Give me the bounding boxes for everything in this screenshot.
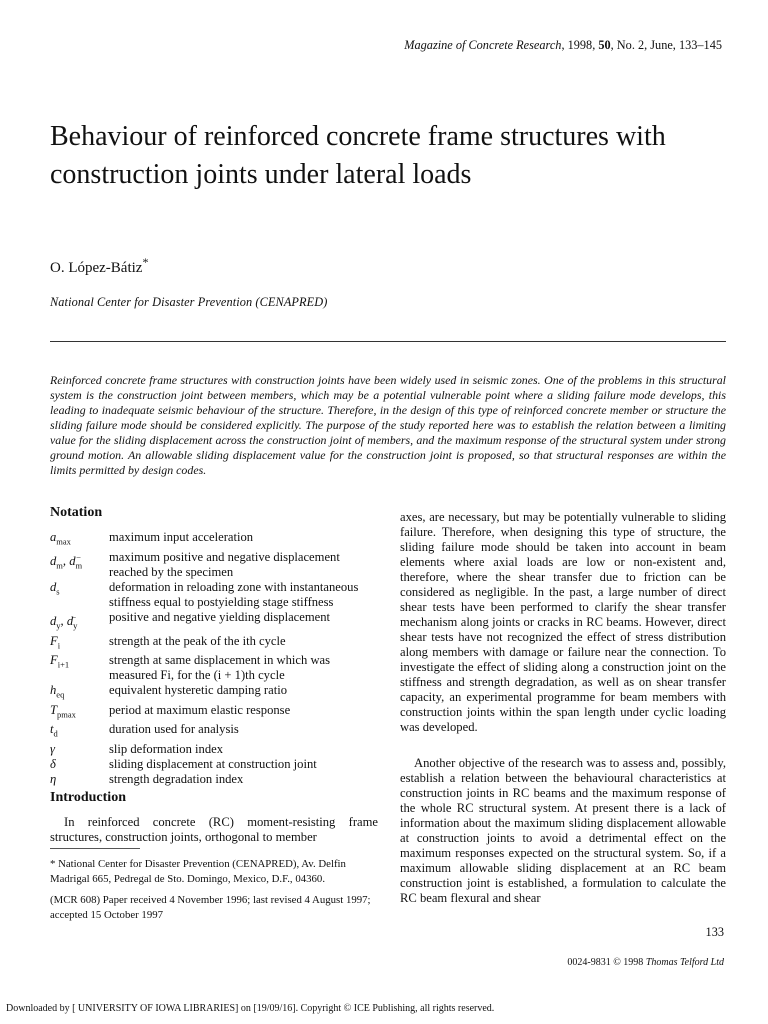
notation-definition: maximum input acceleration [109,530,254,544]
notation-item [50,757,380,772]
notation-item [50,772,380,787]
notation-definition: period at maximum elastic response [109,702,291,717]
journal-details-post: , No. 2, June, 133–145 [610,38,722,52]
notation-symbol: δ [50,756,56,771]
issn: 0024-9831 © 1998 [567,957,646,968]
footnote-divider [50,848,140,849]
author [50,255,148,277]
journal-name: Magazine of Concrete Research [404,38,562,52]
notation-item [50,530,380,550]
author-footnote-mark: * [142,255,149,269]
download-notice: Downloaded by [ UNIVERSITY OF IOWA LIBRARIES] on [19/09/16]. Copyright © ICE Publishing, all rights reserved. [6,1003,495,1014]
notation-symbol: $d_m$, $d_m^-$ [50,551,83,571]
introduction-heading: Introduction [50,790,126,805]
notation-definition: duration used for analysis [109,722,239,737]
introduction-text: In reinforced concrete (RC) moment-resisting frame structures, construction joints, orthogonal to member [50,815,378,844]
notation-item [50,722,380,742]
body-paragraph-2: Another objective of the research was to assess and, possibly, establish a relation between the behavioural characteristics at construction joints in RC beams and the maximum response of the whole RC structural system. At present there is a lack of information about the maximum sliding displacement allowable at construction joints to avoid a detrimental effect on the maximum responses expected on the structural system. So, if a maximum allowable sliding displacement at an RC beam construction joint is established, a formulation to calculate the RC beam flexural and shear [400,756,726,905]
notation-heading: Notation [50,505,103,520]
notation-symbol: η [50,771,57,786]
notation-item [50,634,380,654]
notation-symbol: γ [50,741,55,756]
notation-item [50,550,380,580]
notation-item [50,580,380,610]
affiliation: National Center for Disaster Prevention (CENAPRED) [50,295,328,309]
notation-item [50,703,380,723]
author-name: O. López-Bátiz [50,260,143,276]
notation-list [50,530,380,787]
body-paragraph-1: axes, are necessary, but may be potentially vulnerable to sliding failure. Therefore, when designing this type of structure, the sliding failure mode should be taken into account in beam elements where axial loads are low or non-existent and, therefore, where the shear transfer due to friction can be considered as negligible. In the past, a large number of direct shear tests have been performed to clarify the shear transfer mechanism along joints or cracks in RC beams. However, direct shear tests have not recognized the effect of stress distribution along members with damage or failure near the connection. To investigate the effect of sliding along a construction joint on the stiffness and strength degradation, as well as on shear transfer capacity, an experimental programme for beam members with construction joints within the span length under cyclic loading was developed. [400,510,726,734]
notation-symbol: $d_s$ [50,579,60,597]
notation-symbol: $F_{i+1}$ [50,653,70,670]
header-divider [50,341,726,342]
notation-symbol: $d_y$, $d_y^-$ [50,611,78,631]
journal-volume: 50 [598,38,611,52]
notation-definition: sliding displacement at construction joint [109,756,317,771]
notation-definition: deformation in reloading zone with instantaneous stiffness equal to postyielding stage stiffness [109,579,359,609]
footnote-paper-history: (MCR 608) Paper received 4 November 1996; last revised 4 August 1997; accepted 15 October 1997 [50,894,371,921]
publisher: Thomas Telford Ltd [645,957,724,968]
notation-item [50,610,380,634]
notation-definition: equivalent hysteretic damping ratio [109,683,288,698]
notation-definition: strength at same displacement in which was measured Fi, for the (i + 1)th cycle [109,653,331,683]
abstract: Reinforced concrete frame structures with construction joints have been widely used in seismic zones. One of the problems in this structural system is the construction joint between members, which may be a potential vulnerable point where a sliding failure mode develops, this leading to inadequate seismic behaviour of the structure. Therefore, in the design of this type of reinforced concrete member or structure the sliding failure mode should be considered explicitly. The purpose of the study reported here was to establish the relation between a limiting value for the sliding displacement across the construction joint of members, and the maximum response of the structural system under strong ground motion. An allowable sliding displacement value for the construction joint is proposed, so that structural responses are within the limits permitted by design codes. [50,373,726,478]
notation-definition: strength degradation index [109,771,244,786]
paper-title: Behaviour of reinforced concrete frame structures with construction joints under lateral loads [50,121,666,190]
notation-symbol: $F_i$ [50,633,61,651]
notation-definition: slip deformation index [109,741,224,756]
notation-symbol: $T_{pmax}$ [50,702,76,720]
notation-definition: strength at the peak of the ith cycle [109,633,286,648]
page-number: 133 [705,925,724,939]
issn-copyright [567,957,724,968]
notation-item [50,653,380,683]
notation-definition: maximum positive and negative displacement reached by the specimen [109,549,340,579]
notation-symbol: $a_{max}$ [50,530,71,547]
journal-details-pre: , 1998, [561,38,599,52]
notation-item [50,683,380,703]
journal-reference [404,38,722,53]
notation-symbol: $t_d$ [50,722,58,739]
notation-item [50,742,380,757]
footnote-affiliation: * National Center for Disaster Prevention (CENAPRED), Av. Delfin Madrigal 665, Pedregal de Sto. Domingo, Mexico, D.F., 04360. [50,858,346,885]
notation-definition: positive and negative yielding displacement [109,609,331,624]
notation-symbol: $h_{eq}$ [50,683,65,700]
